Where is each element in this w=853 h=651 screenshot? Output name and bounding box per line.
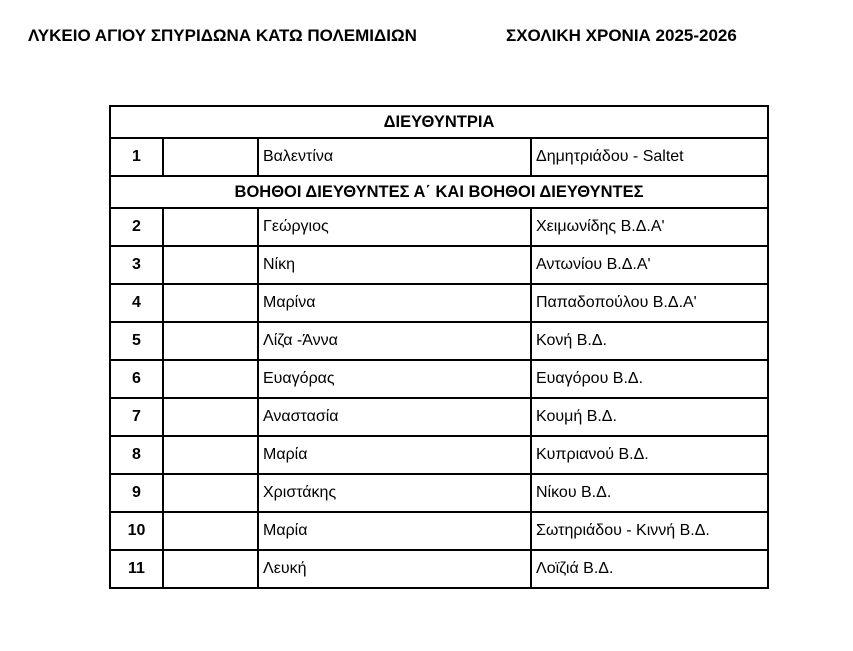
table-row (110, 208, 768, 246)
first-name: Ευαγόρας (258, 360, 531, 398)
empty-cell (163, 474, 258, 512)
row-number: 11 (110, 550, 163, 588)
empty-cell (163, 284, 258, 322)
table-row (110, 398, 768, 436)
first-name: Μαρία (258, 436, 531, 474)
row-number: 8 (110, 436, 163, 474)
first-name: Μαρίνα (258, 284, 531, 322)
principal-row (110, 138, 768, 176)
surname: Κουμή Β.Δ. (531, 398, 768, 436)
empty-cell (163, 512, 258, 550)
table-row (110, 512, 768, 550)
surname: Χειμωνίδης Β.Δ.Α' (531, 208, 768, 246)
empty-cell (163, 436, 258, 474)
surname: Παπαδοπούλου Β.Δ.Α' (531, 284, 768, 322)
first-name: Μαρία (258, 512, 531, 550)
first-name: Λευκή (258, 550, 531, 588)
row-number: 3 (110, 246, 163, 284)
empty-cell (163, 138, 258, 176)
table-row (110, 360, 768, 398)
empty-cell (163, 322, 258, 360)
principal-heading: ΔΙΕΥΘΥΝΤΡΙΑ (110, 106, 768, 138)
surname: Αντωνίου Β.Δ.Α' (531, 246, 768, 284)
row-number: 7 (110, 398, 163, 436)
row-number: 6 (110, 360, 163, 398)
school-name: ΛΥΚΕΙΟ ΑΓΙΟΥ ΣΠΥΡΙΔΩΝΑ ΚΑΤΩ ΠΟΛΕΜΙΔΙΩΝ (28, 26, 417, 45)
first-name: Χριστάκης (258, 474, 531, 512)
table-row (110, 436, 768, 474)
table-row (110, 322, 768, 360)
row-number: 5 (110, 322, 163, 360)
empty-cell (163, 360, 258, 398)
table-row (110, 246, 768, 284)
empty-cell (163, 550, 258, 588)
table-row (110, 284, 768, 322)
first-name: Νίκη (258, 246, 531, 284)
surname: Σωτηριάδου - Κιννή Β.Δ. (531, 512, 768, 550)
principal-heading-row (110, 106, 768, 138)
first-name: Αναστασία (258, 398, 531, 436)
surname: Λοϊζιά Β.Δ. (531, 550, 768, 588)
table-row (110, 550, 768, 588)
surname: Ευαγόρου Β.Δ. (531, 360, 768, 398)
table-row (110, 474, 768, 512)
empty-cell (163, 246, 258, 284)
surname: Κυπριανού Β.Δ. (531, 436, 768, 474)
row-number: 10 (110, 512, 163, 550)
staff-table (109, 105, 769, 589)
deputies-list (110, 208, 768, 588)
first-name: Βαλεντίνα (258, 138, 531, 176)
surname: Δημητριάδου - Saltet (531, 138, 768, 176)
surname: Κονή Β.Δ. (531, 322, 768, 360)
first-name: Λίζα -Άννα (258, 322, 531, 360)
row-number: 4 (110, 284, 163, 322)
surname: Νίκου Β.Δ. (531, 474, 768, 512)
deputies-heading: ΒΟΗΘΟΙ ΔΙΕΥΘΥΝΤΕΣ Α΄ ΚΑΙ ΒΟΗΘΟΙ ΔΙΕΥΘΥΝΤΕΣ (110, 176, 768, 208)
first-name: Γεώργιος (258, 208, 531, 246)
empty-cell (163, 398, 258, 436)
school-year: ΣΧΟΛΙΚΗ ΧΡΟΝΙΑ 2025-2026 (506, 26, 737, 45)
deputies-heading-row (110, 176, 768, 208)
row-number: 2 (110, 208, 163, 246)
row-number: 1 (110, 138, 163, 176)
empty-cell (163, 208, 258, 246)
row-number: 9 (110, 474, 163, 512)
